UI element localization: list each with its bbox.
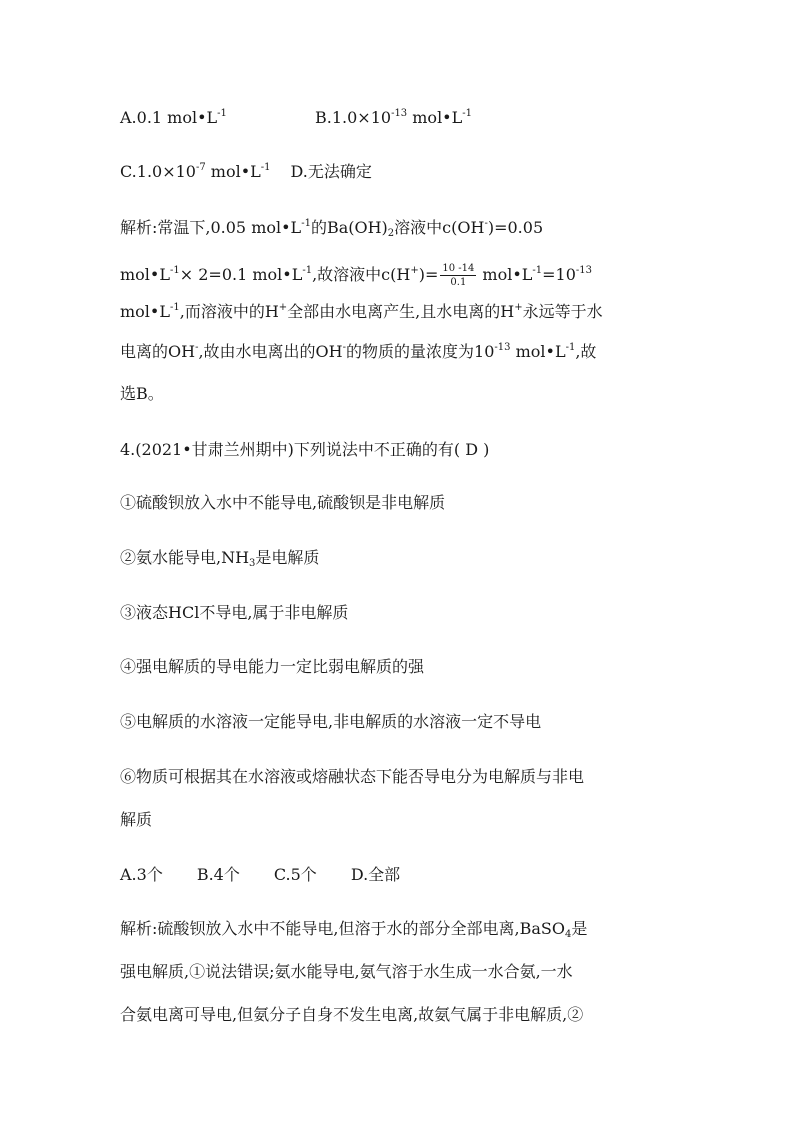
q3-analysis-line-3: $mol•L^{-1}$,而溶液中的H+全部由水电离产生,且水电离的H+永远等于水: [120, 302, 603, 321]
q3-options-row-2: [120, 161, 372, 183]
q3-analysis-line-1: 解析:常温下,0.05 $mol•L^{-1}$的$Ba(OH)_2$溶液中c(OH-)=0.05: [120, 218, 544, 239]
q3-option-d: D.无法确定: [290, 162, 372, 181]
q4-option-a: A.3个: [120, 865, 163, 884]
q4-analysis-line-1: 解析:硫酸钡放入水中不能导电,但溶于水的部分全部电离,BaSO$_4$是: [120, 919, 588, 940]
q3-analysis-line-5: 选B。: [120, 384, 164, 403]
q4-statement-6-line-2: 解质: [120, 810, 153, 829]
q4-statement-1: ①硫酸钡放入水中不能导电,硫酸钡是非电解质: [120, 493, 446, 512]
q4-statement-6-line-1: ⑥物质可根据其在水溶液或熔融状态下能否导电分为电解质与非电: [120, 767, 585, 786]
q4-statement-5: ⑤电解质的水溶液一定能导电,非电解质的水溶液一定不导电: [120, 712, 542, 731]
q3-option-a: A.0.1 $mol•L^{-1}$: [120, 108, 227, 127]
q3-option-b: $B.1.0\times 10^{-13}$ $mol•L^{-1}$: [315, 108, 472, 127]
q4-option-b: B.4个: [196, 865, 240, 884]
q4-analysis-line-2: 强电解质,①说法错误;氨水能导电,氨气溶于水生成一水合氨,一水: [120, 962, 573, 981]
q3-analysis-line-2: $mol•L^{-1}\times 2=0.1$ $mol•L^{-1}$,故溶液中c(H+)= $\frac{10 -14}{0.1}$ $mol•L^{-1}=10^{-13}$: [120, 263, 592, 288]
q4-analysis-line-3: 合氨电离可导电,但氨分子自身不发生电离,故氨气属于非电解质,②: [120, 1005, 584, 1024]
q4-statement-3: ③液态HCl不导电,属于非电解质: [120, 603, 349, 622]
q4-statement-2: ②氨水能导电$,NH_3$是电解质: [120, 548, 320, 569]
fraction: $\frac{10 -14}{0.1}$: [442, 263, 475, 288]
q4-option-d: D.全部: [350, 865, 401, 884]
q3-option-c: $C.1.0\times 10^{-7}$ $mol•L^{-1}$: [120, 162, 271, 181]
q3-options-row-1: [120, 107, 472, 129]
q3-analysis-line-4: 电离的OH-,故由水电离出的OH-的物质的量浓度为$10^{-13}$ $mol•L^{-1}$,故: [120, 342, 597, 361]
q4-stem: 4.(2021•甘肃兰州期中)下列说法中不正确的有( D ): [120, 440, 490, 459]
q4-option-c: C.5个: [273, 865, 317, 884]
q4-options-row: [120, 864, 400, 886]
q4-statement-4: ④强电解质的导电能力一定比弱电解质的强: [120, 657, 425, 676]
